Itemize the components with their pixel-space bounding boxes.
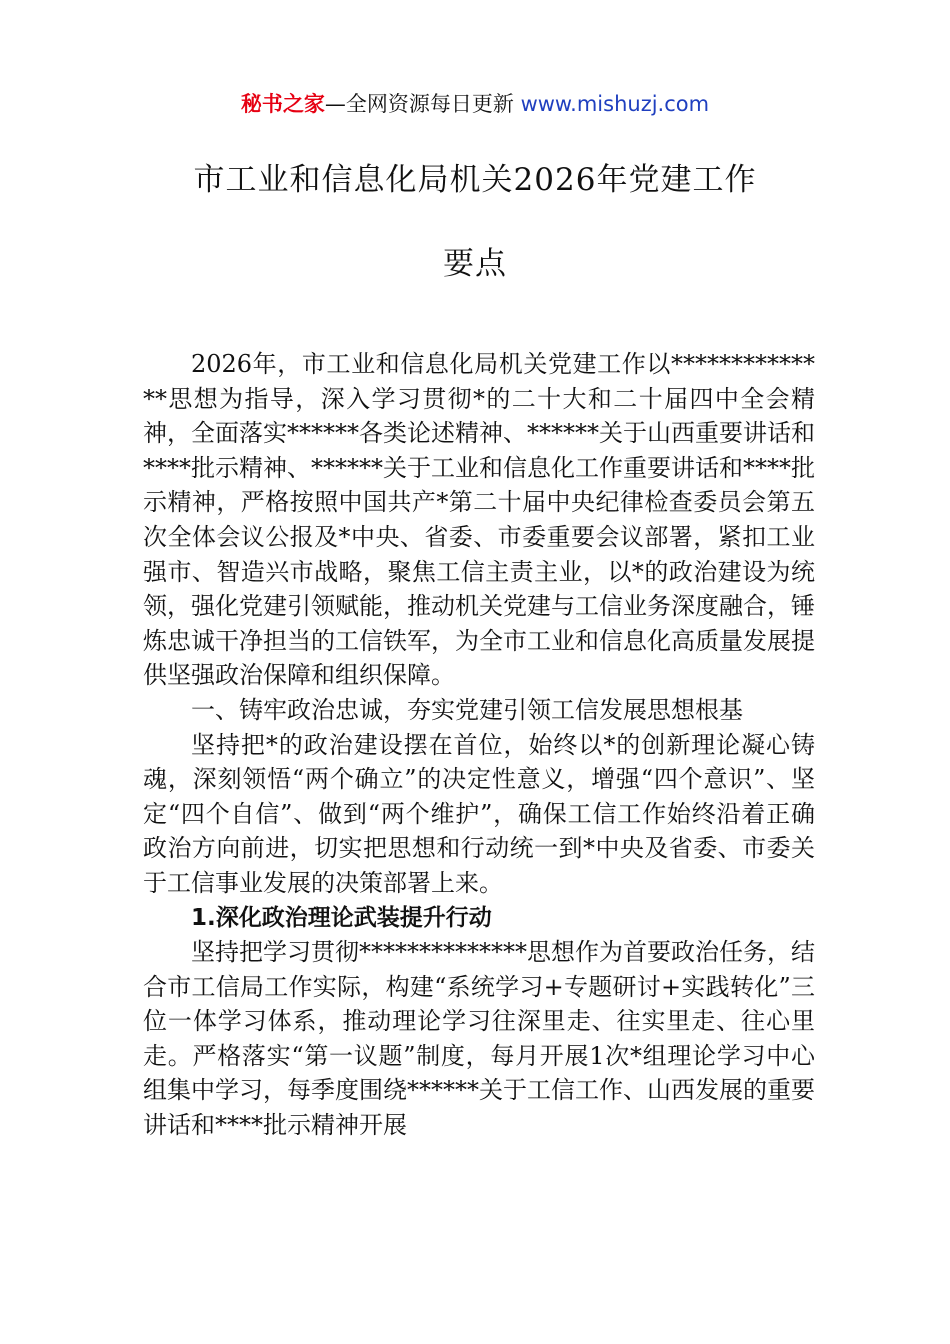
site-header xyxy=(0,84,950,124)
section-1-paragraph: 坚持把*的政治建设摆在首位，始终以*的创新理论凝心铸魂，深刻领悟“两个确立”的决定性意义，增强“四个意识”、坚定“四个自信”、做到“两个维护”，确保工信工作始终沿着正确政治方向前进，切实把思想和行动统一到*中央及省委、市委关于工信事业发展的决策部署上来。 xyxy=(143,730,815,897)
subsection-heading-1: 1.深化政治理论武装提升行动 xyxy=(191,904,492,931)
site-url-link[interactable]: www.mishuzj.com xyxy=(520,92,710,116)
section-heading-1: 一、铸牢政治忠诚，夯实党建引领工信发展思想根基 xyxy=(191,695,743,724)
intro-paragraph: 2026年，市工业和信息化局机关党建工作以**************思想为指导，深入学习贯彻*的二十大和二十届四中全会精神，全面落实******各类论述精神、******关于山西重要讲话和****批示精神、******关于工业和信息化工作重要讲话和****批示精神，严格按照中国共产*第二十届中央纪律检查委员会第五次全体会议公报及*中央、省委、市委重要会议部署，紧扣工业强市、智造兴市战略，聚焦工信主责主业，以*的政治建设为统领，强化党建引领赋能，推动机关党建与工信业务深度融合，锤炼忠诚干净担当的工信铁军，为全市工业和信息化高质量发展提供坚强政治保障和组织保障。 xyxy=(143,350,815,690)
document-body xyxy=(143,347,815,1143)
title-line-1: 市工业和信息化局机关2026年党建工作 xyxy=(193,162,757,198)
subsection-1-paragraph: 坚持把学习贯彻**************思想作为首要政治任务，结合市工信局工作实际，构建“系统学习+专题研讨+实践转化”三位一体学习体系，推动理论学习往深里走、往实里走、往心里走。严格落实“第一议题”制度，每月开展1次*组理论学习中心组集中学习，每季度围绕******关于工信工作、山西发展的重要讲话和****批示精神开展 xyxy=(143,938,815,1140)
brand-name: 秘书之家 xyxy=(240,92,325,116)
header-slogan: —全网资源每日更新 xyxy=(324,92,514,116)
title-line-2: 要点 xyxy=(443,246,507,282)
document-title xyxy=(0,154,950,290)
